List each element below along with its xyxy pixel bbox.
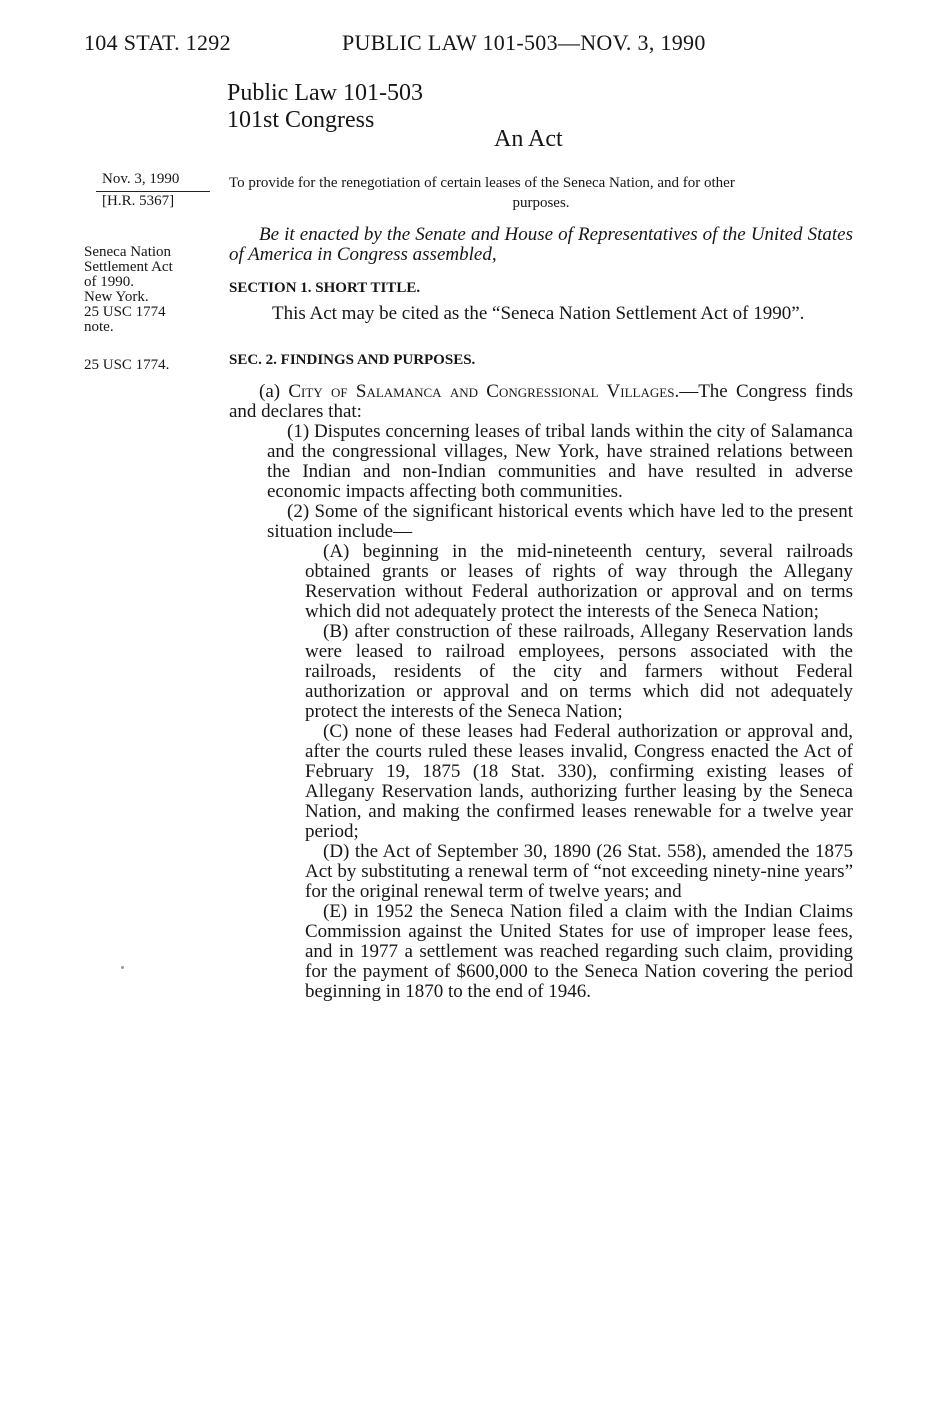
margin-divider	[96, 191, 210, 192]
margin-note-line: Settlement Act	[84, 259, 173, 275]
section-1-text: This Act may be cited as the “Seneca Nation Settlement Act of 1990”.	[272, 303, 805, 324]
margin-date: Nov. 3, 1990	[102, 171, 180, 187]
subsection-a-text: .—The Congress finds and declares that:	[229, 381, 853, 422]
subparagraph-c: (C) none of these leases had Federal authorization or approval and, after the courts ruled these leases invalid, Congress enacted the Act of February 19, 1875 (18 Stat. 330), confirming existing leases of Allegany Reservation lands, authorizing further leasing by the Seneca Nation, and making the confirmed leases renewable for a twelve year period;	[305, 721, 853, 842]
purpose-statement	[229, 173, 853, 213]
margin-note-line: note.	[84, 319, 114, 335]
act-title: An Act	[494, 126, 563, 152]
margin-note-usc: 25 USC 1774.	[84, 357, 170, 373]
subparagraph-d: (D) the Act of September 30, 1890 (26 Stat. 558), amended the 1875 Act by substituting a renewal term of “not exceeding ninety-nine years” for the original renewal term of twelve years; and	[305, 841, 853, 902]
paragraph-1: (1) Disputes concerning leases of tribal lands within the city of Salamanca and the congressional villages, New York, have strained relations between the Indian and non-Indian communities and have resulted in adverse economic impacts affecting both communities.	[267, 421, 853, 502]
margin-note	[84, 245, 214, 335]
margin-note-line: Seneca Nation	[84, 244, 172, 260]
running-header-stat: 104 STAT. 1292	[84, 30, 231, 55]
subsection-a-label: (a)	[259, 381, 289, 402]
section-1-heading: SECTION 1. SHORT TITLE.	[229, 280, 421, 296]
subsection-a	[229, 382, 853, 422]
public-law-number: Public Law 101-503	[227, 80, 423, 106]
purpose-line: To provide for the renegotiation of certain leases of the Seneca Nation, and for other	[229, 175, 735, 191]
subparagraph-e: (E) in 1952 the Seneca Nation filed a claim with the Indian Claims Commission against the United States for use of improper lease fees, and in 1977 a settlement was reached regarding such claim, providing for the payment of $600,000 to the Seneca Nation covering the period beginning in 1870 to the end of 1946.	[305, 901, 853, 1002]
scan-speck	[121, 966, 124, 969]
congress-label: 101st Congress	[227, 107, 375, 133]
subsection-a-caption: City of Salamanca and Congressional Villages	[288, 381, 675, 402]
enacting-clause: Be it enacted by the Senate and House of Representatives of the United States of America in Congress assembled,	[229, 224, 853, 265]
paragraph-2: (2) Some of the significant historical events which have led to the present situation include—	[267, 501, 853, 542]
section-2-body	[229, 382, 853, 1002]
section-2-heading: SEC. 2. FINDINGS AND PURPOSES.	[229, 352, 476, 368]
purpose-line: purposes.	[512, 195, 570, 211]
margin-note-line: New York.	[84, 289, 149, 305]
subparagraph-a: (A) beginning in the mid-nineteenth century, several railroads obtained grants or leases of rights of way through the Allegany Reservation without Federal authorization or approval and on terms which did not adequately protect the interests of the Seneca Nation;	[305, 541, 853, 622]
running-header-law: PUBLIC LAW 101-503—NOV. 3, 1990	[342, 30, 706, 55]
subparagraph-b: (B) after construction of these railroads, Allegany Reservation lands were leased to railroad employees, persons associated with the railroads, residents of the city and farmers without Federal authorization or approval and on terms which did not adequately protect the interests of the Seneca Nation;	[305, 621, 853, 722]
margin-bill-number: [H.R. 5367]	[102, 193, 175, 209]
margin-note-line: of 1990.	[84, 274, 134, 290]
margin-note-line: 25 USC 1774	[84, 304, 166, 320]
public-law-title	[227, 80, 423, 134]
